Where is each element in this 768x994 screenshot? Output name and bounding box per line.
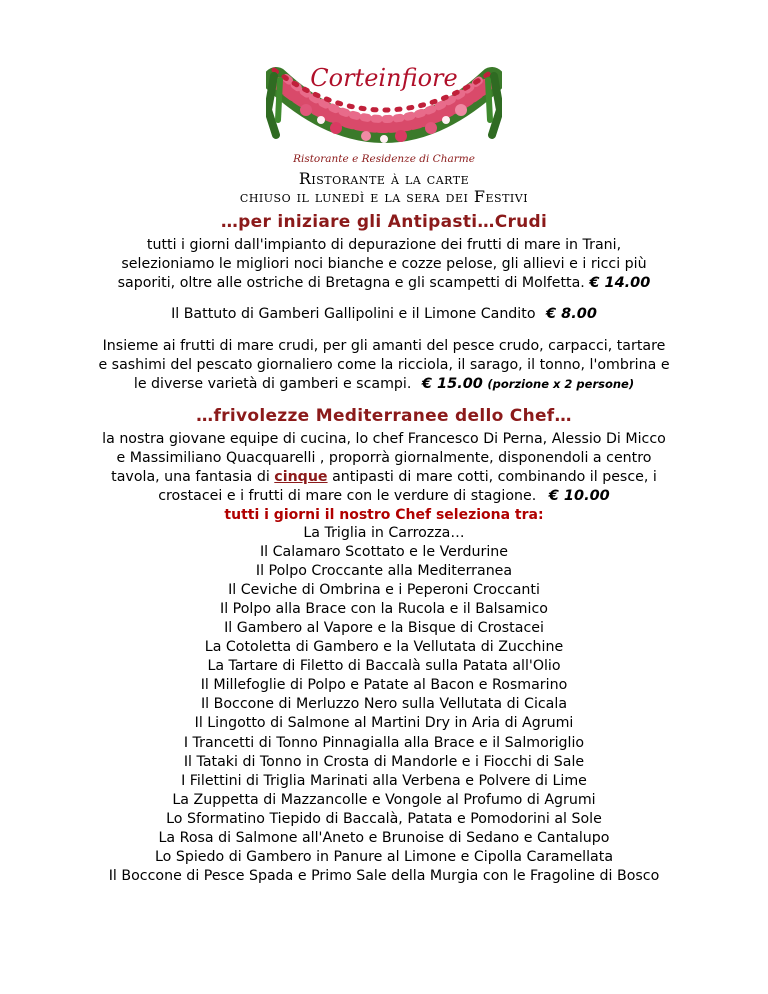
dish-item: Il Calamaro Scottato e le Verdurine <box>260 544 508 561</box>
frivolezze-desc-text: antipasti di mare cotti, combinando il pesce, i <box>332 469 657 485</box>
dish-item: I Filettini di Triglia Marinati alla Verbena e Polvere di Lime <box>181 772 587 789</box>
section-title-antipasti-crudi: …per iniziare gli Antipasti…Crudi <box>220 212 548 232</box>
crudi-price: € 14.00 <box>589 275 651 291</box>
frivolezze-desc-text: crostacei e i frutti di mare con le verdure di stagione. <box>158 488 537 504</box>
battuto-price: € 8.00 <box>546 306 597 322</box>
logo-name: Corteinfiore <box>310 64 458 92</box>
frivolezze-desc-text: tavola, una fantasia di <box>111 469 270 485</box>
battuto-name: Il Battuto di Gamberi Gallipolini e il Limone Candito <box>171 306 536 322</box>
dish-item: I Trancetti di Tonno Pinnagialla alla Brace e il Salmoriglio <box>183 734 585 751</box>
header-line-2: chiuso il lunedì e la sera dei Festivi <box>239 187 529 206</box>
crudo-portion-note: (porzione x 2 persone) <box>487 377 635 391</box>
frivolezze-desc-line <box>0 487 768 506</box>
dish-item: Il Boccone di Merluzzo Nero sulla Vellutata di Cicala <box>200 696 568 713</box>
battuto-item <box>0 305 768 324</box>
dish-item: Il Millefoglie di Polpo e Patate al Bacon e Rosmarino <box>200 677 568 694</box>
dish-item: Lo Sformatino Tiepido di Baccalà, Patata e Pomodorini al Sole <box>166 810 602 827</box>
dish-item: Il Boccone di Pesce Spada e Primo Sale della Murgia con le Fragoline di Bosco <box>108 867 660 884</box>
dish-item: Il Tataki di Tonno in Crosta di Mandorle e i Fiocchi di Sale <box>183 753 585 770</box>
dish-item: Il Ceviche di Ombrina e i Peperoni Croccanti <box>228 582 540 599</box>
crudo-desc-line: Insieme ai frutti di mare crudi, per gli amanti del pesce crudo, carpacci, tartare <box>102 338 666 354</box>
frivolezze-desc-line: e Massimiliano Quacquarelli , proporrà giornalmente, disponendoli a centro <box>116 450 652 466</box>
crudi-desc-line: tutti i giorni dall'impianto di depurazione dei frutti di mare in Trani, <box>146 237 622 253</box>
crudo-price: € 15.00 <box>421 376 483 392</box>
dish-item: La Triglia in Carrozza… <box>303 525 465 541</box>
crudo-desc-line: e sashimi del pescato giornaliero come la ricciola, il sarago, il tonno, l'ombrina e <box>98 357 670 373</box>
dish-item: Lo Spiedo di Gambero in Panure al Limone e Cipolla Caramellata <box>154 848 614 865</box>
chef-selection-subtitle: tutti i giorni il nostro Chef seleziona tra: <box>224 507 544 523</box>
dish-item: Il Lingotto di Salmone al Martini Dry in Aria di Agrumi <box>194 715 574 732</box>
dish-item: Il Polpo alla Brace con la Rucola e il Balsamico <box>220 601 548 618</box>
crudi-desc-line <box>0 274 768 293</box>
dish-item: La Cotoletta di Gambero e la Vellutata di Zucchine <box>204 639 564 656</box>
frivolezze-desc-line <box>0 468 768 487</box>
dish-item: La Rosa di Salmone all'Aneto e Brunoise di Sedano e Cantalupo <box>158 829 610 846</box>
dish-item: La Tartare di Filetto di Baccalà sulla Patata all'Olio <box>207 658 561 675</box>
dish-item: Il Polpo Croccante alla Mediterranea <box>255 563 513 580</box>
dish-list <box>0 524 768 886</box>
header-line-1: Ristorante à la carte <box>298 169 470 188</box>
cinque-emphasis: cinque <box>274 469 328 485</box>
frivolezze-price: € 10.00 <box>548 488 610 504</box>
dish-item: La Zuppetta di Mazzancolle e Vongole al Profumo di Agrumi <box>172 791 596 808</box>
crudo-desc-line <box>0 375 768 394</box>
section-title-frivolezze: …frivolezze Mediterranee dello Chef… <box>196 406 572 426</box>
logo-tagline: Ristorante e Residenze di Charme <box>293 153 475 165</box>
flower-garland-icon <box>266 40 502 168</box>
dish-item: Il Gambero al Vapore e la Bisque di Crostacei <box>224 620 544 637</box>
crudo-desc-text: le diverse varietà di gamberi e scampi. <box>133 376 412 392</box>
restaurant-logo <box>266 40 502 168</box>
crudi-desc-text: saporiti, oltre alle ostriche di Bretagna e gli scampetti di Molfetta. <box>117 275 585 291</box>
crudi-desc-line: selezioniamo le migliori noci bianche e cozze pelose, gli allievi e i ricci più <box>121 256 647 272</box>
frivolezze-desc-line: la nostra giovane equipe di cucina, lo chef Francesco Di Perna, Alessio Di Micco <box>102 431 666 447</box>
